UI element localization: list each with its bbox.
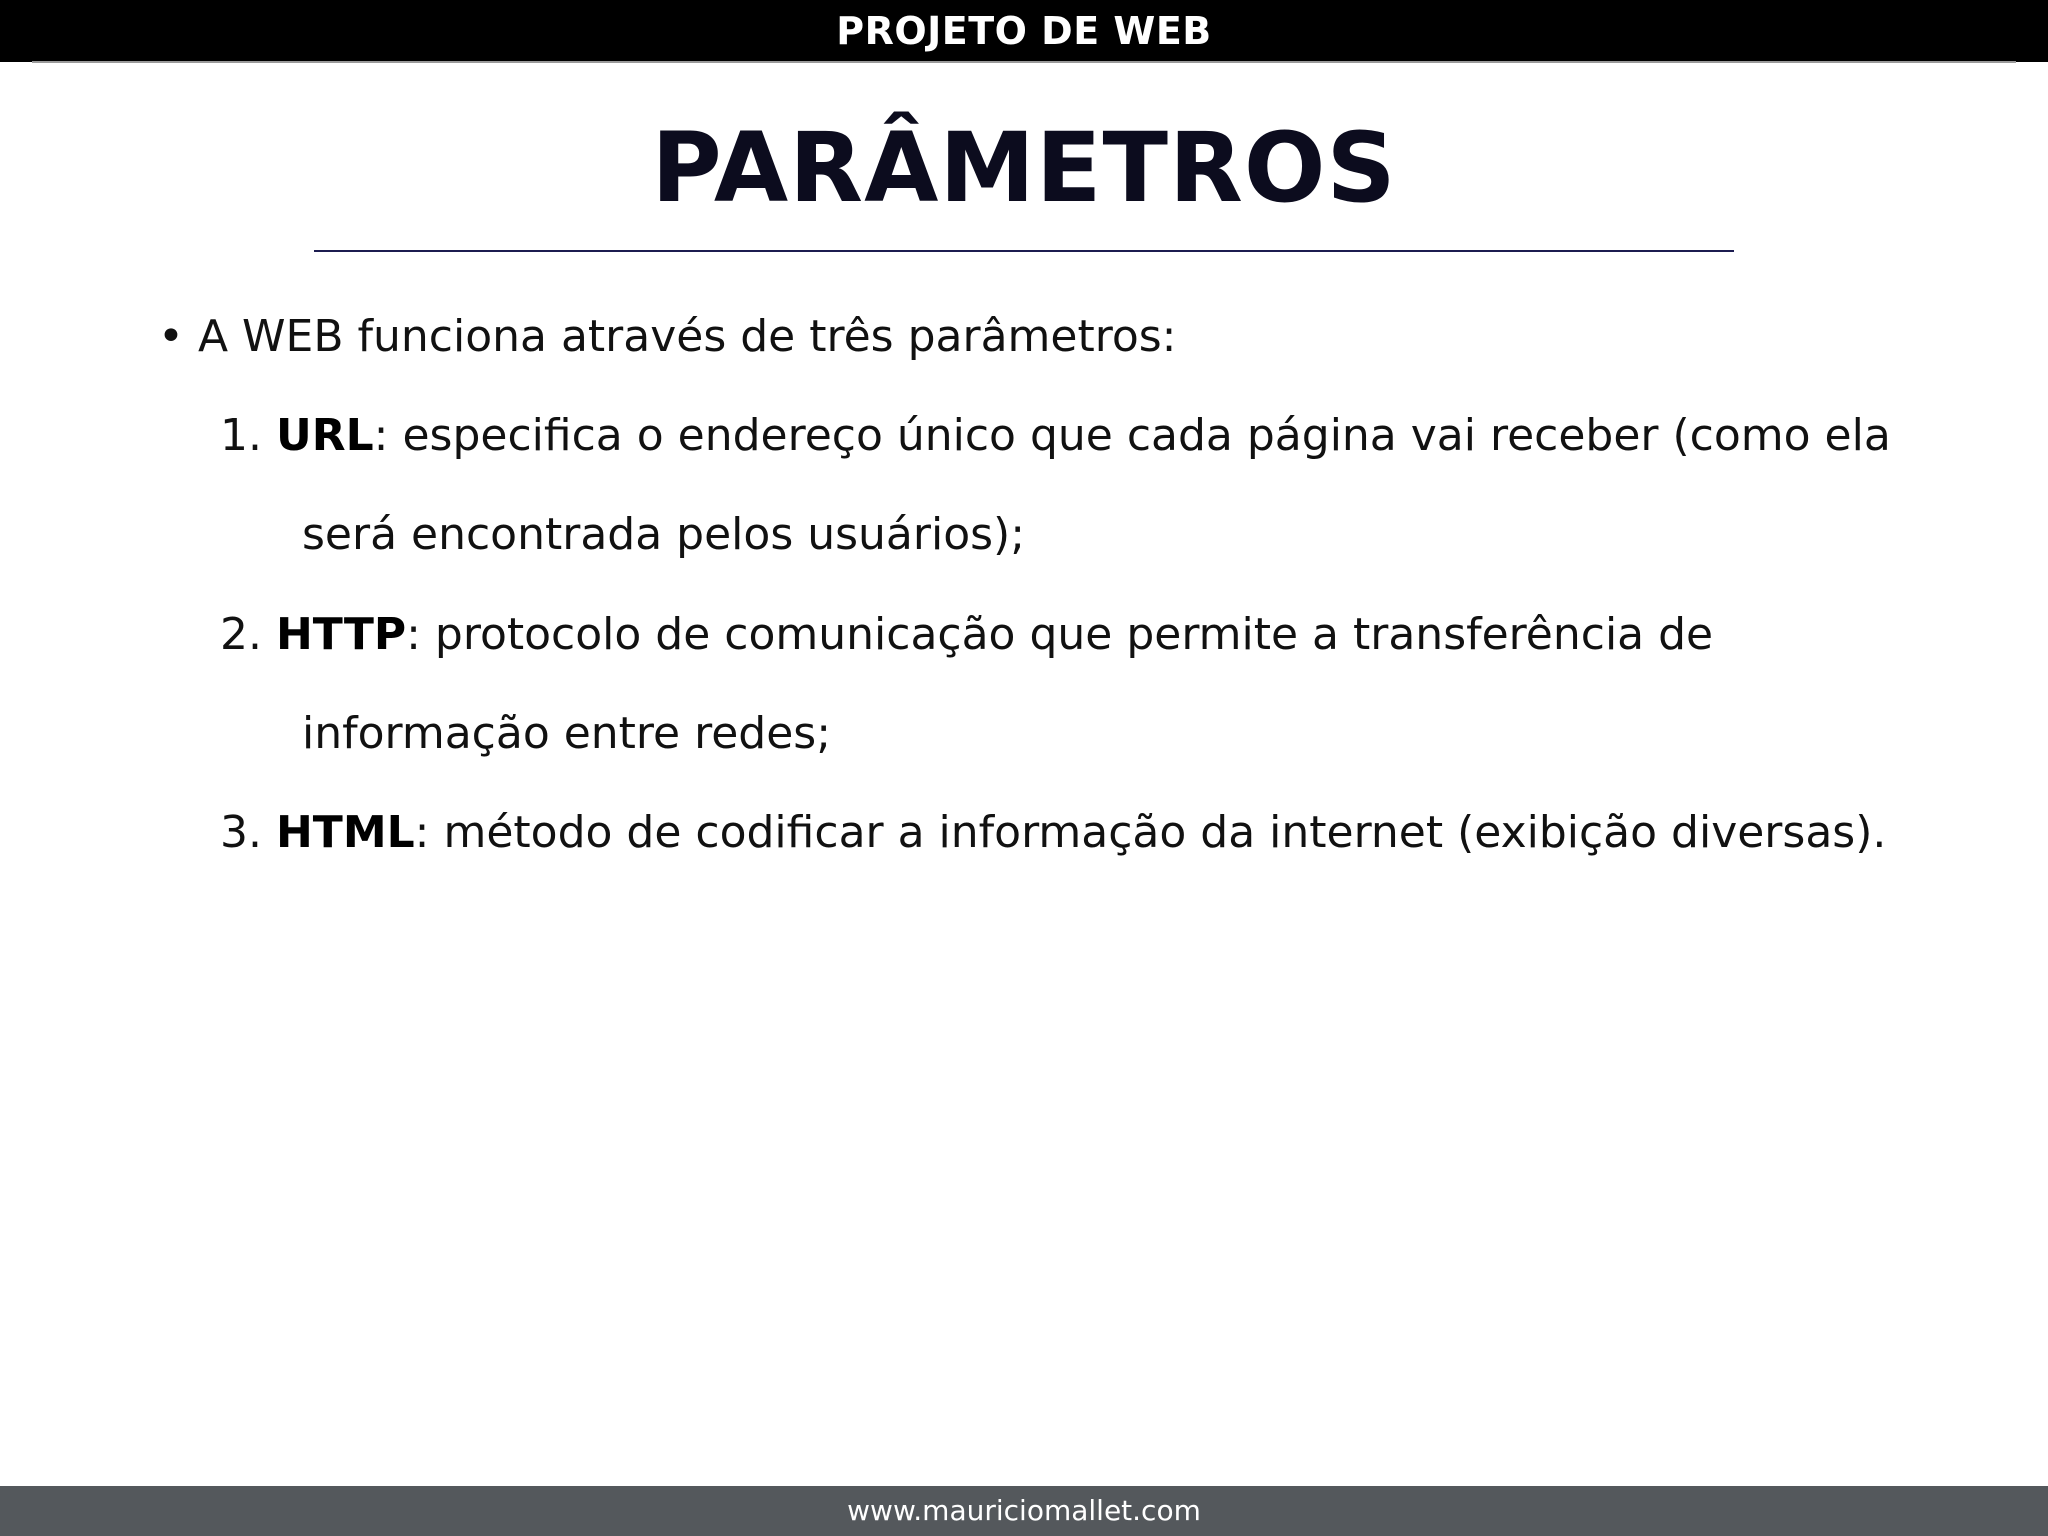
footer-bar [0,1486,2048,1536]
list-number: 1. [220,410,262,461]
definition-text: : especifica o endereço único que cada página vai receber (como ela [373,410,1891,461]
list-item-http-continuation: informação entre redes; [302,708,832,759]
bullet-item [158,307,1177,367]
list-number: 2. [220,609,262,660]
list-item-url [220,406,1891,466]
definition-text: : método de codificar a informação da internet (exibição diversas). [414,807,1887,858]
bullet-marker: • [158,311,184,362]
course-title: PROJETO DE WEB [836,9,1212,53]
list-number: 3. [220,807,262,858]
list-item-http [220,605,1713,665]
term-html: HTML [275,807,415,858]
slide-title: PARÂMETROS [651,112,1397,224]
title-underline [314,250,1734,252]
footer-website: www.mauriciomallet.com [847,1494,1201,1527]
term-http: HTTP [275,609,407,660]
header-divider [32,61,2016,63]
header-bar [0,0,2048,62]
bullet-text: A WEB funciona através de três parâmetros: [197,311,1177,362]
list-item-url-continuation: será encontrada pelos usuários); [302,509,1026,560]
term-url: URL [275,410,374,461]
list-item-html [220,803,1886,863]
definition-text: : protocolo de comunicação que permite a transferência de [406,609,1714,660]
